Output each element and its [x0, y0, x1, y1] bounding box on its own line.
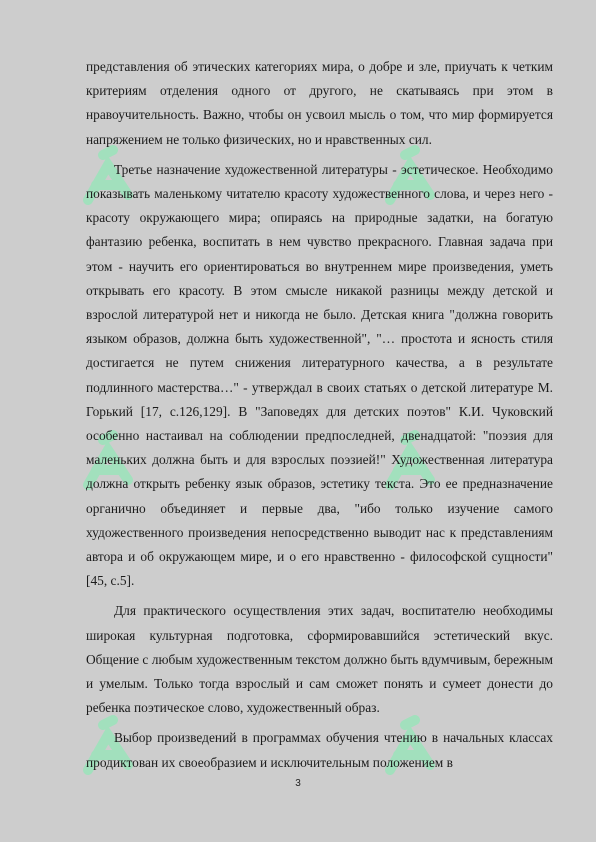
paragraph-educator-tasks: Для практического осуществления этих задач, воспитателю необходимы широкая культурная подготовка, сформировавшийся эстетический вкус. Общение с любым художественным текстом должно быть вдумчивым, бережным и умелым. Только тогда взрослый и сам сможет понять и сумеет донести до ребенка поэтическое слово, художественный образ.: [86, 603, 553, 716]
paragraph-program-choice: Выбор произведений в программах обучения чтению в начальных классах продиктован их своеобразием и исключительным положением в: [86, 730, 553, 770]
paragraph-continuation: представления об этических категориях мира, о добре и зле, приучать к четким критериям отделения одного от другого, не скатываясь при этом в нравоучительность. Важно, чтобы он усвоил мысль о том, что мир формируется напряжением не только физических, но и нравственных сил.: [86, 59, 553, 147]
page-number: 3: [295, 778, 301, 789]
paragraph-aesthetic-purpose: Третье назначение художественной литературы - эстетическое. Необходимо показывать маленькому читателю красоту художественного слова, и через него - красоту окружающего мира; опираясь на природные задатки, на богатую фантазию ребенка, воспитать в нем чувство прекрасного. Главная задача при этом - научить его ориентироваться во внутреннем мире произведения, уметь открывать его красоту. В этом смысле никакой разницы между детской и взрослой литературой нет и никогда не было. Детская книга "должна говорить языком образов, должна быть художественной", "… простота и ясность стиля достигается не путем снижения литературного качества, а в результате подлинного мастерства…" - утверждал в своих статьях о детской литературе М. Горький [17, с.126,129]. В "Заповедях для детских поэтов" К.И. Чуковский особенно настаивал на соблюдении предпоследней, двенадцатой: "поэзия для маленьких должна быть и для взрослых поэзией!" Художественная литература должна открыть ребенку язык образов, эстетику текста. Это ее предназначение органично объединяет и первые два, "ибо только изучение самого художественного произведения непосредственно выводит нас к представлениям автора и об окружающем мире, и о его нравственно - философской сущности" [45, с.5].: [86, 161, 553, 589]
body-text: [86, 55, 553, 781]
